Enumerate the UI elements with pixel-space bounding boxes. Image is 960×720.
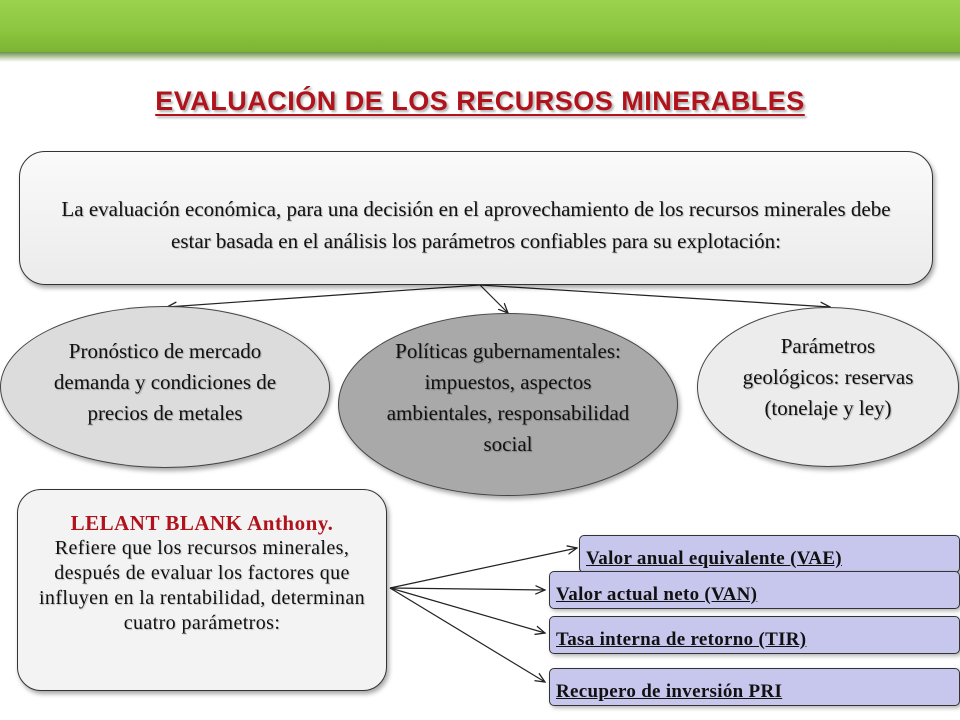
factor-market-ellipse xyxy=(0,306,330,468)
arrow-to-tir xyxy=(390,588,545,633)
factor-geology-ellipse xyxy=(697,307,959,467)
arrow-to-policies xyxy=(480,285,508,313)
arrow-to-pri xyxy=(390,588,545,682)
factor-market-text: Pronóstico de mercado demanda y condiciones de precios de metales xyxy=(53,338,277,425)
arrow-to-market xyxy=(167,285,480,307)
page-title: EVALUACIÓN DE LOS RECURSOS MINERABLES xyxy=(155,86,805,116)
param-pri-box xyxy=(549,668,960,706)
param-vae-label: Valor anual equivalente (VAE) xyxy=(586,548,842,569)
param-van-box xyxy=(549,571,960,609)
param-tir-label: Tasa interna de retorno (TIR) xyxy=(556,629,807,650)
factor-geology-text: Parámetros geológicos: reservas (tonelaje y ley) xyxy=(742,333,914,420)
param-van-label: Valor actual neto (VAN) xyxy=(556,584,758,605)
arrow-to-geology xyxy=(480,285,830,307)
param-pri-label: Recupero de inversión PRI xyxy=(556,681,783,702)
factor-policies-ellipse xyxy=(338,313,678,496)
param-vae-box xyxy=(579,535,960,573)
arrow-to-van xyxy=(390,588,545,590)
intro-box xyxy=(19,151,933,285)
author-text: Refiere que los recursos minerales, después de evaluar los factores que influyen en la rentabilidad, determinan cuatro parámetros: xyxy=(38,537,366,634)
author-box xyxy=(17,489,387,691)
param-tir-box xyxy=(549,616,960,654)
intro-text: La evaluación económica, para una decisión en el aprovechamiento de los recursos minerales debe estar basada en el análisis los parámetros confiables para su explotación: xyxy=(61,197,891,253)
author-name: LELANT BLANK Anthony. xyxy=(70,511,334,535)
factor-policies-text: Políticas gubernamentales: impuestos, aspectos ambientales, responsabilidad social xyxy=(386,338,630,456)
